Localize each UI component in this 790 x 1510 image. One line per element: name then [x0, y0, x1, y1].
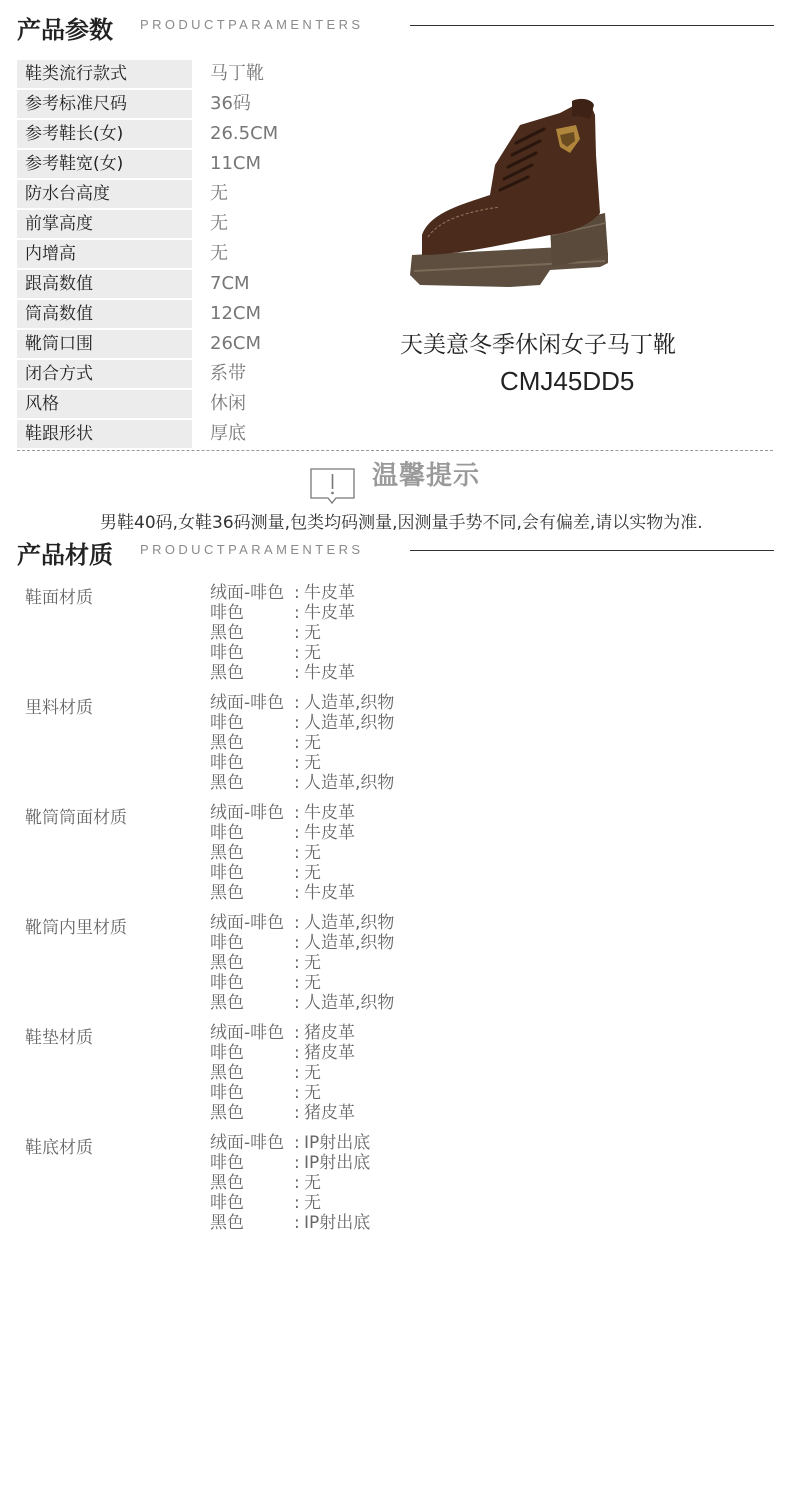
material-value: 无 [304, 733, 321, 753]
material-value: 牛皮革 [304, 603, 355, 623]
material-color: 黑色 [210, 1063, 244, 1083]
martin-boot-icon [400, 95, 620, 295]
param-value: 26.5CM [210, 123, 279, 144]
param-value: 36码 [210, 93, 251, 114]
param-value: 无 [210, 243, 228, 264]
material-color: 黑色 [210, 1103, 244, 1123]
material-line [210, 773, 394, 793]
material-color: 黑色 [210, 1173, 244, 1193]
material-value: 猪皮革 [304, 1023, 355, 1043]
material-value: 无 [304, 623, 321, 643]
param-row [17, 180, 377, 208]
material-value: 猪皮革 [304, 1103, 355, 1123]
material-line [210, 1063, 321, 1083]
material-color: 黑色 [210, 733, 244, 753]
material-line [210, 933, 394, 953]
material-separator: : [294, 583, 300, 603]
params-section-subtitle: PRODUCTPARAMENTERS [140, 17, 364, 32]
param-value: 12CM [210, 303, 262, 324]
materials-section-subtitle: PRODUCTPARAMENTERS [140, 542, 364, 557]
param-value: 马丁靴 [210, 63, 264, 84]
material-separator: : [294, 883, 300, 903]
material-value: 人造革,织物 [304, 993, 395, 1013]
exclamation-speech-bubble-icon [310, 468, 356, 504]
material-value: 无 [304, 1063, 321, 1083]
param-value: 26CM [210, 333, 262, 354]
materials-section-title: 产品材质 [17, 541, 113, 569]
material-line [210, 583, 355, 603]
material-color: 黑色 [210, 953, 244, 973]
param-value: 7CM [210, 273, 250, 294]
material-value: 无 [304, 953, 321, 973]
material-line [210, 1023, 355, 1043]
material-line [210, 973, 321, 993]
material-value: 猪皮革 [304, 1043, 355, 1063]
material-line [210, 953, 321, 973]
material-separator: : [294, 803, 300, 823]
material-group-label: 鞋垫材质 [25, 1028, 93, 1048]
material-line [210, 1103, 355, 1123]
material-line [210, 1213, 370, 1233]
material-color: 啡色 [210, 1043, 244, 1063]
material-color: 啡色 [210, 863, 244, 883]
param-row [17, 150, 377, 178]
material-separator: : [294, 1133, 300, 1153]
material-line [210, 753, 321, 773]
param-row [17, 330, 377, 358]
product-code: CMJ45DD5 [500, 366, 635, 396]
material-color: 黑色 [210, 843, 244, 863]
material-separator: : [294, 1083, 300, 1103]
param-row [17, 300, 377, 328]
material-color: 黑色 [210, 993, 244, 1013]
material-line [210, 603, 355, 623]
param-label: 内增高 [17, 240, 192, 268]
param-row [17, 210, 377, 238]
material-value: IP射出底 [304, 1153, 371, 1173]
material-line [210, 713, 394, 733]
material-value: 无 [304, 1173, 321, 1193]
material-line [210, 863, 321, 883]
param-row [17, 90, 377, 118]
material-separator: : [294, 663, 300, 683]
material-separator: : [294, 973, 300, 993]
material-line [210, 1133, 370, 1153]
material-value: 人造革,织物 [304, 693, 395, 713]
material-value: 牛皮革 [304, 583, 355, 603]
material-color: 啡色 [210, 973, 244, 993]
material-color: 啡色 [210, 933, 244, 953]
material-value: IP射出底 [304, 1213, 371, 1233]
material-color: 黑色 [210, 773, 244, 793]
material-separator: : [294, 693, 300, 713]
material-separator: : [294, 1063, 300, 1083]
material-value: 无 [304, 863, 321, 883]
material-separator: : [294, 1043, 300, 1063]
param-label: 前掌高度 [17, 210, 192, 238]
param-label: 防水台高度 [17, 180, 192, 208]
material-color: 啡色 [210, 1193, 244, 1213]
material-color: 黑色 [210, 663, 244, 683]
material-value: 牛皮革 [304, 883, 355, 903]
material-line [210, 993, 394, 1013]
material-line [210, 623, 321, 643]
param-value: 11CM [210, 153, 262, 174]
param-row [17, 420, 377, 448]
param-value: 无 [210, 213, 228, 234]
material-color: 黑色 [210, 883, 244, 903]
material-color: 绒面-啡色 [210, 913, 285, 933]
material-value: 牛皮革 [304, 823, 355, 843]
param-row [17, 360, 377, 388]
param-label: 筒高数值 [17, 300, 192, 328]
material-line [210, 823, 355, 843]
material-line [210, 1153, 370, 1173]
param-label: 参考鞋长(女) [17, 120, 192, 148]
material-separator: : [294, 1213, 300, 1233]
param-row [17, 120, 377, 148]
param-label: 鞋跟形状 [17, 420, 192, 448]
material-group-label: 靴筒筒面材质 [25, 808, 127, 828]
material-separator: : [294, 773, 300, 793]
material-color: 绒面-啡色 [210, 583, 285, 603]
material-value: 人造革,织物 [304, 773, 395, 793]
material-color: 啡色 [210, 753, 244, 773]
material-line [210, 803, 355, 823]
material-value: 人造革,织物 [304, 933, 395, 953]
material-separator: : [294, 863, 300, 883]
material-value: IP射出底 [304, 1133, 371, 1153]
material-color: 啡色 [210, 1083, 244, 1103]
param-label: 鞋类流行款式 [17, 60, 192, 88]
material-separator: : [294, 1193, 300, 1213]
material-separator: : [294, 1173, 300, 1193]
param-label: 风格 [17, 390, 192, 418]
material-color: 啡色 [210, 603, 244, 623]
material-color: 绒面-啡色 [210, 1023, 285, 1043]
material-color: 啡色 [210, 713, 244, 733]
param-value: 无 [210, 183, 228, 204]
material-line [210, 693, 394, 713]
material-color: 啡色 [210, 643, 244, 663]
material-separator: : [294, 623, 300, 643]
material-value: 无 [304, 753, 321, 773]
material-separator: : [294, 993, 300, 1013]
material-separator: : [294, 643, 300, 663]
material-group-label: 鞋面材质 [25, 588, 93, 608]
material-color: 啡色 [210, 823, 244, 843]
material-separator: : [294, 713, 300, 733]
material-value: 人造革,织物 [304, 913, 395, 933]
material-value: 无 [304, 1083, 321, 1103]
product-image [400, 95, 620, 295]
material-separator: : [294, 843, 300, 863]
material-color: 黑色 [210, 623, 244, 643]
param-row [17, 270, 377, 298]
material-line [210, 1193, 321, 1213]
material-value: 无 [304, 643, 321, 663]
material-group-label: 里料材质 [25, 698, 93, 718]
material-color: 绒面-啡色 [210, 803, 285, 823]
material-color: 绒面-啡色 [210, 1133, 285, 1153]
params-divider [17, 450, 773, 451]
material-separator: : [294, 1023, 300, 1043]
material-line [210, 1083, 321, 1103]
param-label: 跟高数值 [17, 270, 192, 298]
material-separator: : [294, 953, 300, 973]
param-row [17, 60, 377, 88]
material-value: 无 [304, 1193, 321, 1213]
material-separator: : [294, 753, 300, 773]
params-section-title: 产品参数 [17, 16, 113, 44]
material-color: 啡色 [210, 1153, 244, 1173]
material-value: 无 [304, 973, 321, 993]
param-value: 系带 [210, 363, 246, 384]
material-color: 绒面-啡色 [210, 693, 285, 713]
tip-text: 男鞋40码,女鞋36码测量,包类均码测量,因测量手势不同,会有偏差,请以实物为准. [100, 513, 703, 533]
material-line [210, 733, 321, 753]
material-separator: : [294, 1103, 300, 1123]
product-name: 天美意冬季休闲女子马丁靴 [400, 332, 676, 358]
material-value: 牛皮革 [304, 803, 355, 823]
param-row [17, 240, 377, 268]
material-line [210, 883, 355, 903]
material-line [210, 913, 394, 933]
material-separator: : [294, 823, 300, 843]
tip-title: 温馨提示 [372, 461, 481, 491]
param-label: 闭合方式 [17, 360, 192, 388]
material-separator: : [294, 913, 300, 933]
param-row [17, 390, 377, 418]
materials-section-rule [410, 550, 774, 551]
param-label: 参考标准尺码 [17, 90, 192, 118]
param-value: 休闲 [210, 393, 246, 414]
material-line [210, 1043, 355, 1063]
param-value: 厚底 [210, 423, 246, 444]
material-separator: : [294, 603, 300, 623]
params-section-rule [410, 25, 774, 26]
param-label: 靴筒口围 [17, 330, 192, 358]
material-group-label: 鞋底材质 [25, 1138, 93, 1158]
material-separator: : [294, 933, 300, 953]
material-group-label: 靴筒内里材质 [25, 918, 127, 938]
material-line [210, 663, 355, 683]
material-line [210, 643, 321, 663]
material-separator: : [294, 733, 300, 753]
material-value: 牛皮革 [304, 663, 355, 683]
param-label: 参考鞋宽(女) [17, 150, 192, 178]
material-line [210, 1173, 321, 1193]
material-separator: : [294, 1153, 300, 1173]
material-value: 无 [304, 843, 321, 863]
material-line [210, 843, 321, 863]
material-color: 黑色 [210, 1213, 244, 1233]
material-value: 人造革,织物 [304, 713, 395, 733]
